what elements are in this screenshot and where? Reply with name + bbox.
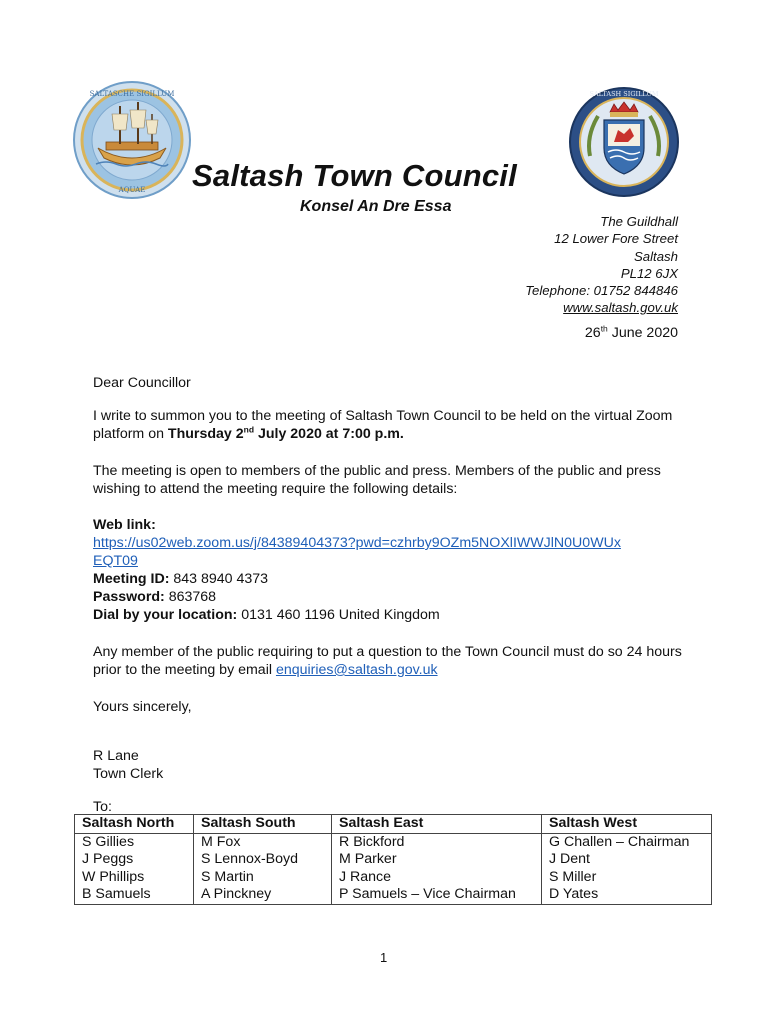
summon-paragraph bbox=[93, 407, 683, 443]
to-label: To: bbox=[93, 799, 112, 815]
website-link[interactable]: www.saltash.gov.uk bbox=[563, 300, 678, 316]
header-north: Saltash North bbox=[75, 815, 194, 834]
dial-value: 0131 460 1196 United Kingdom bbox=[237, 607, 440, 623]
signatory-title: Town Clerk bbox=[93, 766, 164, 782]
meeting-id-value: 843 8940 4373 bbox=[169, 571, 269, 587]
table-cell: J Peggs bbox=[75, 851, 194, 869]
header-east: Saltash East bbox=[332, 815, 542, 834]
right-seal-text: SALTASH SIGILLUM bbox=[589, 90, 659, 98]
table-cell: S Gillies bbox=[75, 833, 194, 851]
password-value: 863768 bbox=[164, 589, 217, 605]
table-row bbox=[75, 886, 712, 904]
table-cell: R Bickford bbox=[332, 833, 542, 851]
address-line3: Saltash bbox=[634, 248, 678, 264]
greeting: Dear Councillor bbox=[93, 375, 191, 391]
table-cell: M Parker bbox=[332, 851, 542, 869]
question-text: Any member of the public requiring to put a question to the Town Council must do so 24 hours prior to the meeting by email bbox=[93, 644, 682, 678]
signatory-name: R Lane bbox=[93, 748, 139, 764]
zoom-link-line2: EQT09 bbox=[93, 553, 138, 569]
header-west: Saltash West bbox=[542, 815, 712, 834]
date-day: 26 bbox=[584, 325, 601, 341]
summon-text: I write to summon you to the meeting of Saltash Town Council to be held on the virtual Zoom platform on bbox=[93, 408, 673, 442]
signature-block bbox=[93, 747, 693, 783]
meeting-details bbox=[93, 516, 693, 624]
table-cell: S Lennox-Boyd bbox=[194, 851, 332, 869]
telephone: Telephone: 01752 844846 bbox=[525, 283, 678, 299]
address-line4: PL12 6JX bbox=[620, 265, 678, 281]
open-paragraph: The meeting is open to members of the public and press. Members of the public and press wishing to attend the meeting require the following details: bbox=[93, 463, 661, 497]
table-cell: P Samuels – Vice Chairman bbox=[332, 886, 542, 904]
email-link[interactable]: enquiries@saltash.gov.uk bbox=[275, 662, 438, 678]
table-row bbox=[75, 833, 712, 851]
table-header-row bbox=[75, 815, 712, 834]
table-cell: D Yates bbox=[542, 886, 712, 904]
table-cell: J Rance bbox=[332, 869, 542, 887]
council-subtitle: Konsel An Dre Essa bbox=[300, 198, 452, 215]
table-row bbox=[75, 869, 712, 887]
password-label: Password: bbox=[93, 589, 165, 605]
date-suffix: th bbox=[600, 323, 608, 334]
zoom-web-link[interactable] bbox=[93, 535, 621, 569]
meeting-date-suffix: nd bbox=[243, 424, 255, 435]
page-number: 1 bbox=[380, 950, 388, 965]
meeting-id-label: Meeting ID: bbox=[93, 571, 170, 587]
zoom-link-line1: https://us02web.zoom.us/j/84389404373?pwd=czhrby9OZm5NOXlIWWJlN0U0WUx bbox=[93, 535, 621, 551]
meeting-time: July 2020 at 7:00 p.m. bbox=[254, 426, 404, 442]
address-line1: The Guildhall bbox=[600, 214, 678, 229]
dial-label: Dial by your location: bbox=[93, 607, 238, 623]
table-cell: J Dent bbox=[542, 851, 712, 869]
date-month-year: June 2020 bbox=[607, 325, 678, 341]
left-seal-bottom-text: AQUAE bbox=[118, 186, 146, 194]
councillor-table bbox=[74, 814, 712, 905]
table-row bbox=[75, 851, 712, 869]
table-cell: S Martin bbox=[194, 869, 332, 887]
table-cell: B Samuels bbox=[75, 886, 194, 904]
table-cell: G Challen – Chairman bbox=[542, 833, 712, 851]
council-title: Saltash Town Council bbox=[192, 158, 517, 193]
table-cell: A Pinckney bbox=[194, 886, 332, 904]
header-south: Saltash South bbox=[194, 815, 332, 834]
saltash-seal-right-logo bbox=[568, 86, 680, 198]
address-line2: 12 Lower Fore Street bbox=[554, 231, 678, 247]
left-seal-text: SALTASCHE SIGILLUM bbox=[89, 90, 175, 98]
letter-date bbox=[585, 325, 678, 341]
saltash-seal-left-logo bbox=[72, 80, 192, 200]
web-link-label: Web link: bbox=[93, 517, 156, 533]
address-block bbox=[525, 213, 678, 317]
question-paragraph bbox=[93, 643, 683, 679]
closing: Yours sincerely, bbox=[93, 699, 192, 715]
table-cell: M Fox bbox=[194, 833, 332, 851]
table-cell: W Phillips bbox=[75, 869, 194, 887]
meeting-date: Thursday 2 bbox=[167, 426, 244, 442]
table-cell: S Miller bbox=[542, 869, 712, 887]
